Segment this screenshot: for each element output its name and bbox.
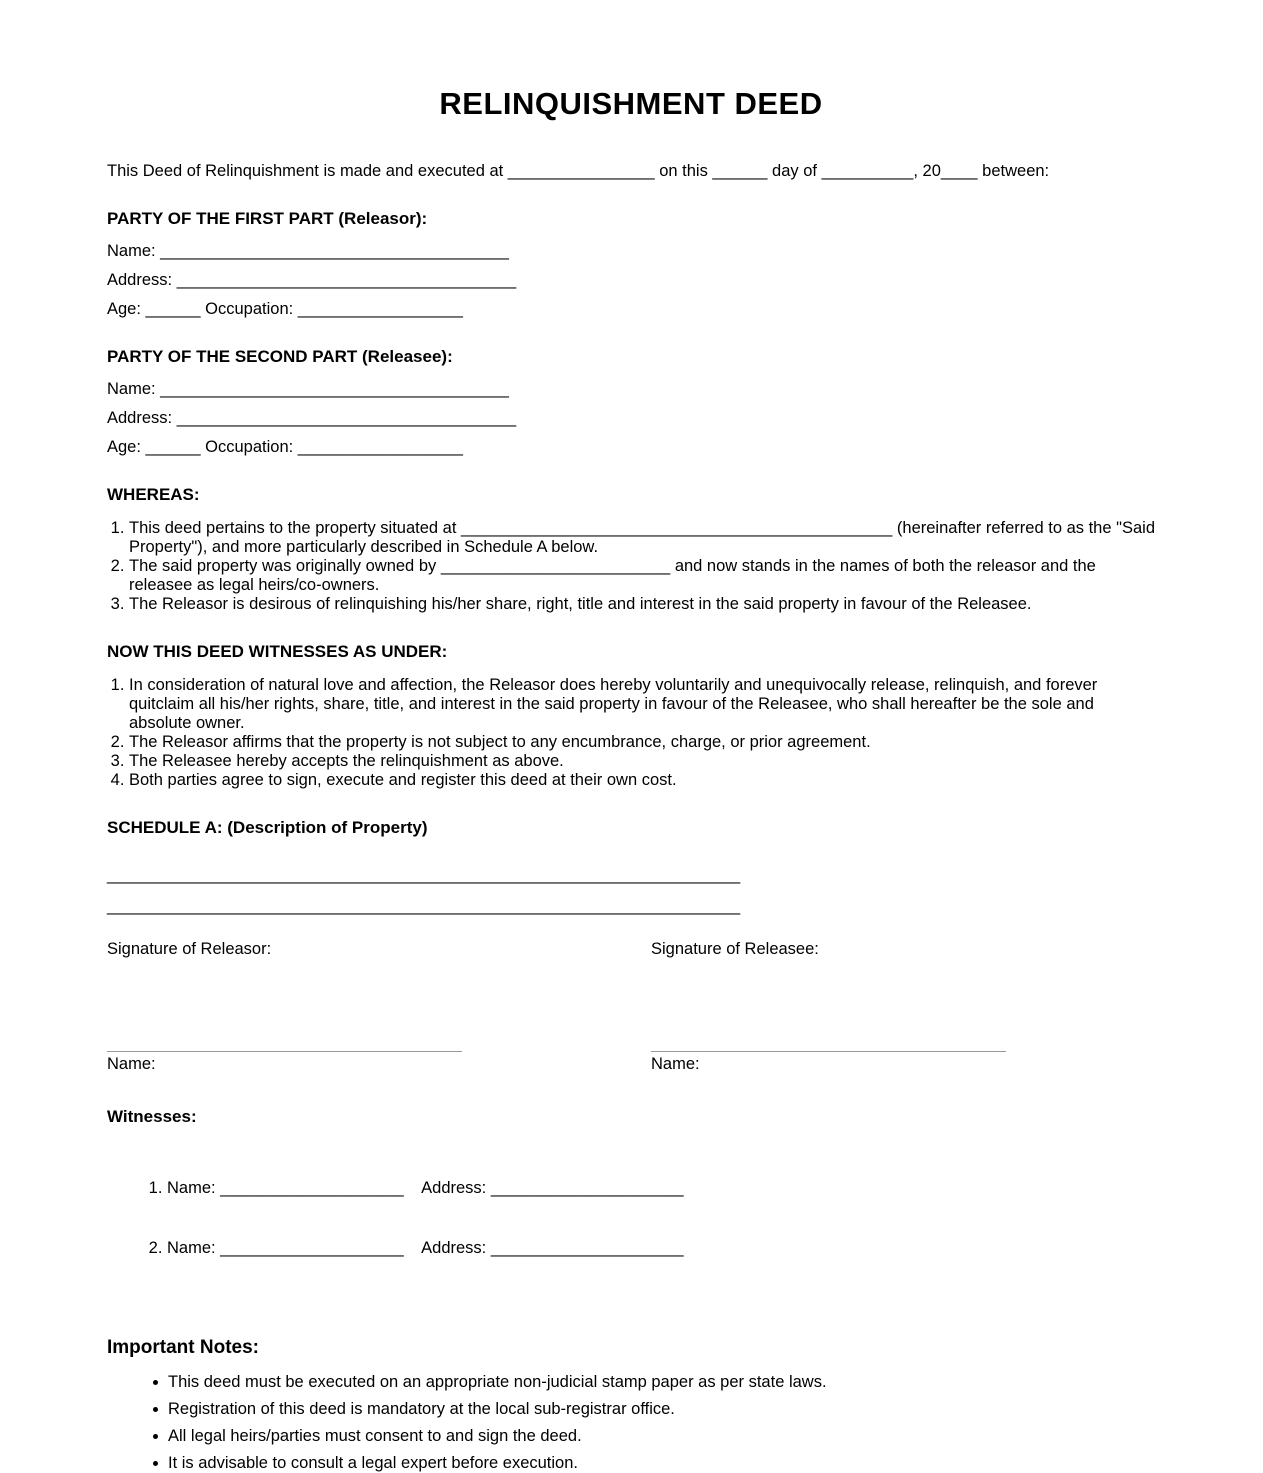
operative-list [107,676,1155,790]
party-first-address-field: Address: _____________________________________ [107,271,517,289]
witness-row: 1. Name: ____________________ Address: _____________________ [167,1179,1155,1198]
releasee-signature-label: Signature of Releasee: [651,940,819,958]
signature-section [107,940,1155,1074]
operative-item: 1. In consideration of natural love and affection, the Releasor does hereby voluntarily and unequivocally release, relinquish, and forever quitclaim all his/her rights, share, title, and interest in the said property in favour of the Releasee, who shall hereafter be the sole and absolute owner. [129,676,1155,733]
operative-item: 3. The Releasee hereby accepts the relinquishment as above. [129,752,1155,771]
party-second-address-field: Address: _____________________________________ [107,409,517,427]
whereas-item: 3. The Releasor is desirous of relinquishing his/her share, right, title and interest in the said property in favour of the Releasee. [129,595,1155,614]
releasor-signature-line [107,1051,462,1052]
whereas-list [107,519,1155,614]
schedule-blank-line: _____________________________________________________________________ [107,897,741,915]
notes-list [107,1373,1155,1472]
party-first-heading: PARTY OF THE FIRST PART (Releasor): [107,209,428,228]
releasee-signature-block [651,940,1006,1074]
witness-row: 2. Name: ____________________ Address: _____________________ [167,1239,1155,1258]
schedule-heading: SCHEDULE A: (Description of Property) [107,818,428,837]
releasee-name-label: Name: [651,1055,700,1073]
operative-heading: NOW THIS DEED WITNESSES AS UNDER: [107,642,448,661]
party-second-age-occupation-field: Age: ______ Occupation: __________________ [107,438,463,456]
note-item: This deed must be executed on an appropriate non-judicial stamp paper as per state laws. [168,1373,1155,1392]
note-item: All legal heirs/parties must consent to and sign the deed. [168,1427,1155,1446]
witnesses-heading: Witnesses: [107,1107,197,1126]
note-item: It is advisable to consult a legal expert before execution. [168,1454,1155,1473]
party-second-fields [107,380,1155,457]
note-item: Registration of this deed is mandatory at the local sub-registrar office. [168,1400,1155,1419]
page-title: RELINQUISHMENT DEED [439,86,823,121]
party-second-heading: PARTY OF THE SECOND PART (Releasee): [107,347,453,366]
party-second-name-field: Name: ______________________________________ [107,380,509,398]
releasor-name-label: Name: [107,1055,156,1073]
whereas-heading: WHEREAS: [107,485,200,504]
schedule-blank-line: _____________________________________________________________________ [107,866,741,884]
whereas-item: 2. The said property was originally owned by _________________________ and now stands in the names of both the releasor and the releasee as legal heirs/co-owners. [129,557,1155,595]
releasee-signature-line [651,1051,1006,1052]
releasor-signature-block [107,940,462,1074]
operative-item: 4. Both parties agree to sign, execute and register this deed at their own cost. [129,771,1155,790]
whereas-item: 1. This deed pertains to the property situated at _______________________________________________ (hereinafter referred to as the "Said Property"), and more particularly described in Schedule A below. [129,519,1155,557]
opening-paragraph: This Deed of Relinquishment is made and executed at ________________ on this ______ day of __________, 20____ between: [107,162,1050,180]
party-first-fields [107,242,1155,319]
operative-item: 2. The Releasor affirms that the property is not subject to any encumbrance, charge, or prior agreement. [129,733,1155,752]
schedule-blank-lines [107,866,1155,916]
releasor-signature-label: Signature of Releasor: [107,940,272,958]
notes-heading: Important Notes: [107,1337,259,1358]
party-first-age-occupation-field: Age: ______ Occupation: __________________ [107,300,463,318]
party-first-name-field: Name: ______________________________________ [107,242,509,260]
witnesses-list [107,1141,1155,1296]
